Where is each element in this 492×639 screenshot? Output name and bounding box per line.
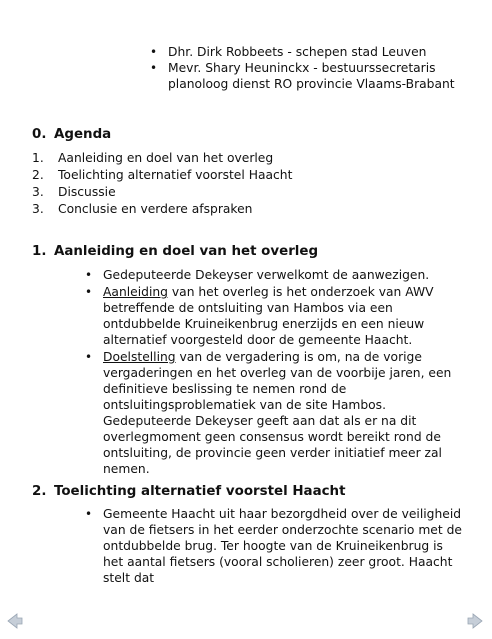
attendee-item: • Mevr. Shary Heuninckx - bestuurssecretaris planoloog dienst RO provincie Vlaams-Brabant <box>168 60 478 92</box>
agenda-item <box>32 150 292 167</box>
section2-heading-title: Toelichting alternatief voorstel Haacht <box>54 484 346 499</box>
agenda-item-number: 3. <box>32 202 44 216</box>
agenda-item-text: Toelichting alternatief voorstel Haacht <box>58 168 293 182</box>
next-page-arrow <box>466 612 484 630</box>
section1-bullet <box>103 349 463 477</box>
agenda-item-number: 2. <box>32 168 44 182</box>
section1-bullet <box>103 284 463 348</box>
bullet-lead-underlined: Aanleiding <box>103 285 168 299</box>
agenda-heading-number: 0. <box>32 127 47 142</box>
section2-bullets <box>103 506 463 586</box>
bullet-text: van het overleg is het onderzoek van AWV betreffende de ontsluiting van Hambos via een ontdubbelde Kruineikenbrug enerzijds en een nieuw alternatief voorgesteld door de gemeente Haacht. <box>103 285 434 347</box>
agenda-item-number: 1. <box>32 151 44 165</box>
agenda-item <box>32 167 292 184</box>
bullet-text: van de vergadering is om, na de vorige vergaderingen en het overleg van de voorbije jaren, een definitieve beslissing te nemen rond de ontsluitingsproblematiek van de site Hambos. Gedeputeerde Dekeyser geeft aan dat als er na dit overlegmoment geen consensus wordt bereikt rond de ontsluiting, de provincie geen verder initiatief meer zal nemen. <box>103 350 452 476</box>
prev-page-arrow <box>6 612 24 630</box>
agenda-item-text: Aanleiding en doel van het overleg <box>58 151 274 165</box>
agenda-heading <box>32 126 111 144</box>
agenda-heading-title: Agenda <box>54 127 112 142</box>
arrow-left-icon[interactable] <box>6 612 24 630</box>
agenda-item <box>32 201 292 218</box>
section1-heading-title: Aanleiding en doel van het overleg <box>54 244 319 259</box>
agenda-item-text: Conclusie en verdere afspraken <box>58 202 253 216</box>
agenda-item-text: Discussie <box>58 185 116 199</box>
agenda-item-number: 3. <box>32 185 44 199</box>
section1-bullet <box>103 267 463 283</box>
section2-heading <box>32 483 346 501</box>
section2-bullet <box>103 506 463 586</box>
section2-heading-number: 2. <box>32 484 47 499</box>
attendee-item: • Dhr. Dirk Robbeets - schepen stad Leuven <box>168 44 478 60</box>
agenda-list <box>32 150 292 218</box>
agenda-item <box>32 184 292 201</box>
section1-heading <box>32 243 318 261</box>
arrow-right-icon[interactable] <box>466 612 484 630</box>
attendee-list <box>168 44 478 92</box>
section1-heading-number: 1. <box>32 244 47 259</box>
bullet-text: Gemeente Haacht uit haar bezorgdheid over de veiligheid van de fietsers in het eerder onderzochte scenario met de ontdubbelde brug. Ter hoogte van de Kruineikenbrug is het aantal fietsers (vooral scholieren) zeer groot. Haacht stelt dat <box>103 507 462 585</box>
bullet-text: Gedeputeerde Dekeyser verwelkomt de aanwezigen. <box>103 268 430 282</box>
bullet-lead-underlined: Doelstelling <box>103 350 176 364</box>
section1-bullets <box>103 267 463 478</box>
